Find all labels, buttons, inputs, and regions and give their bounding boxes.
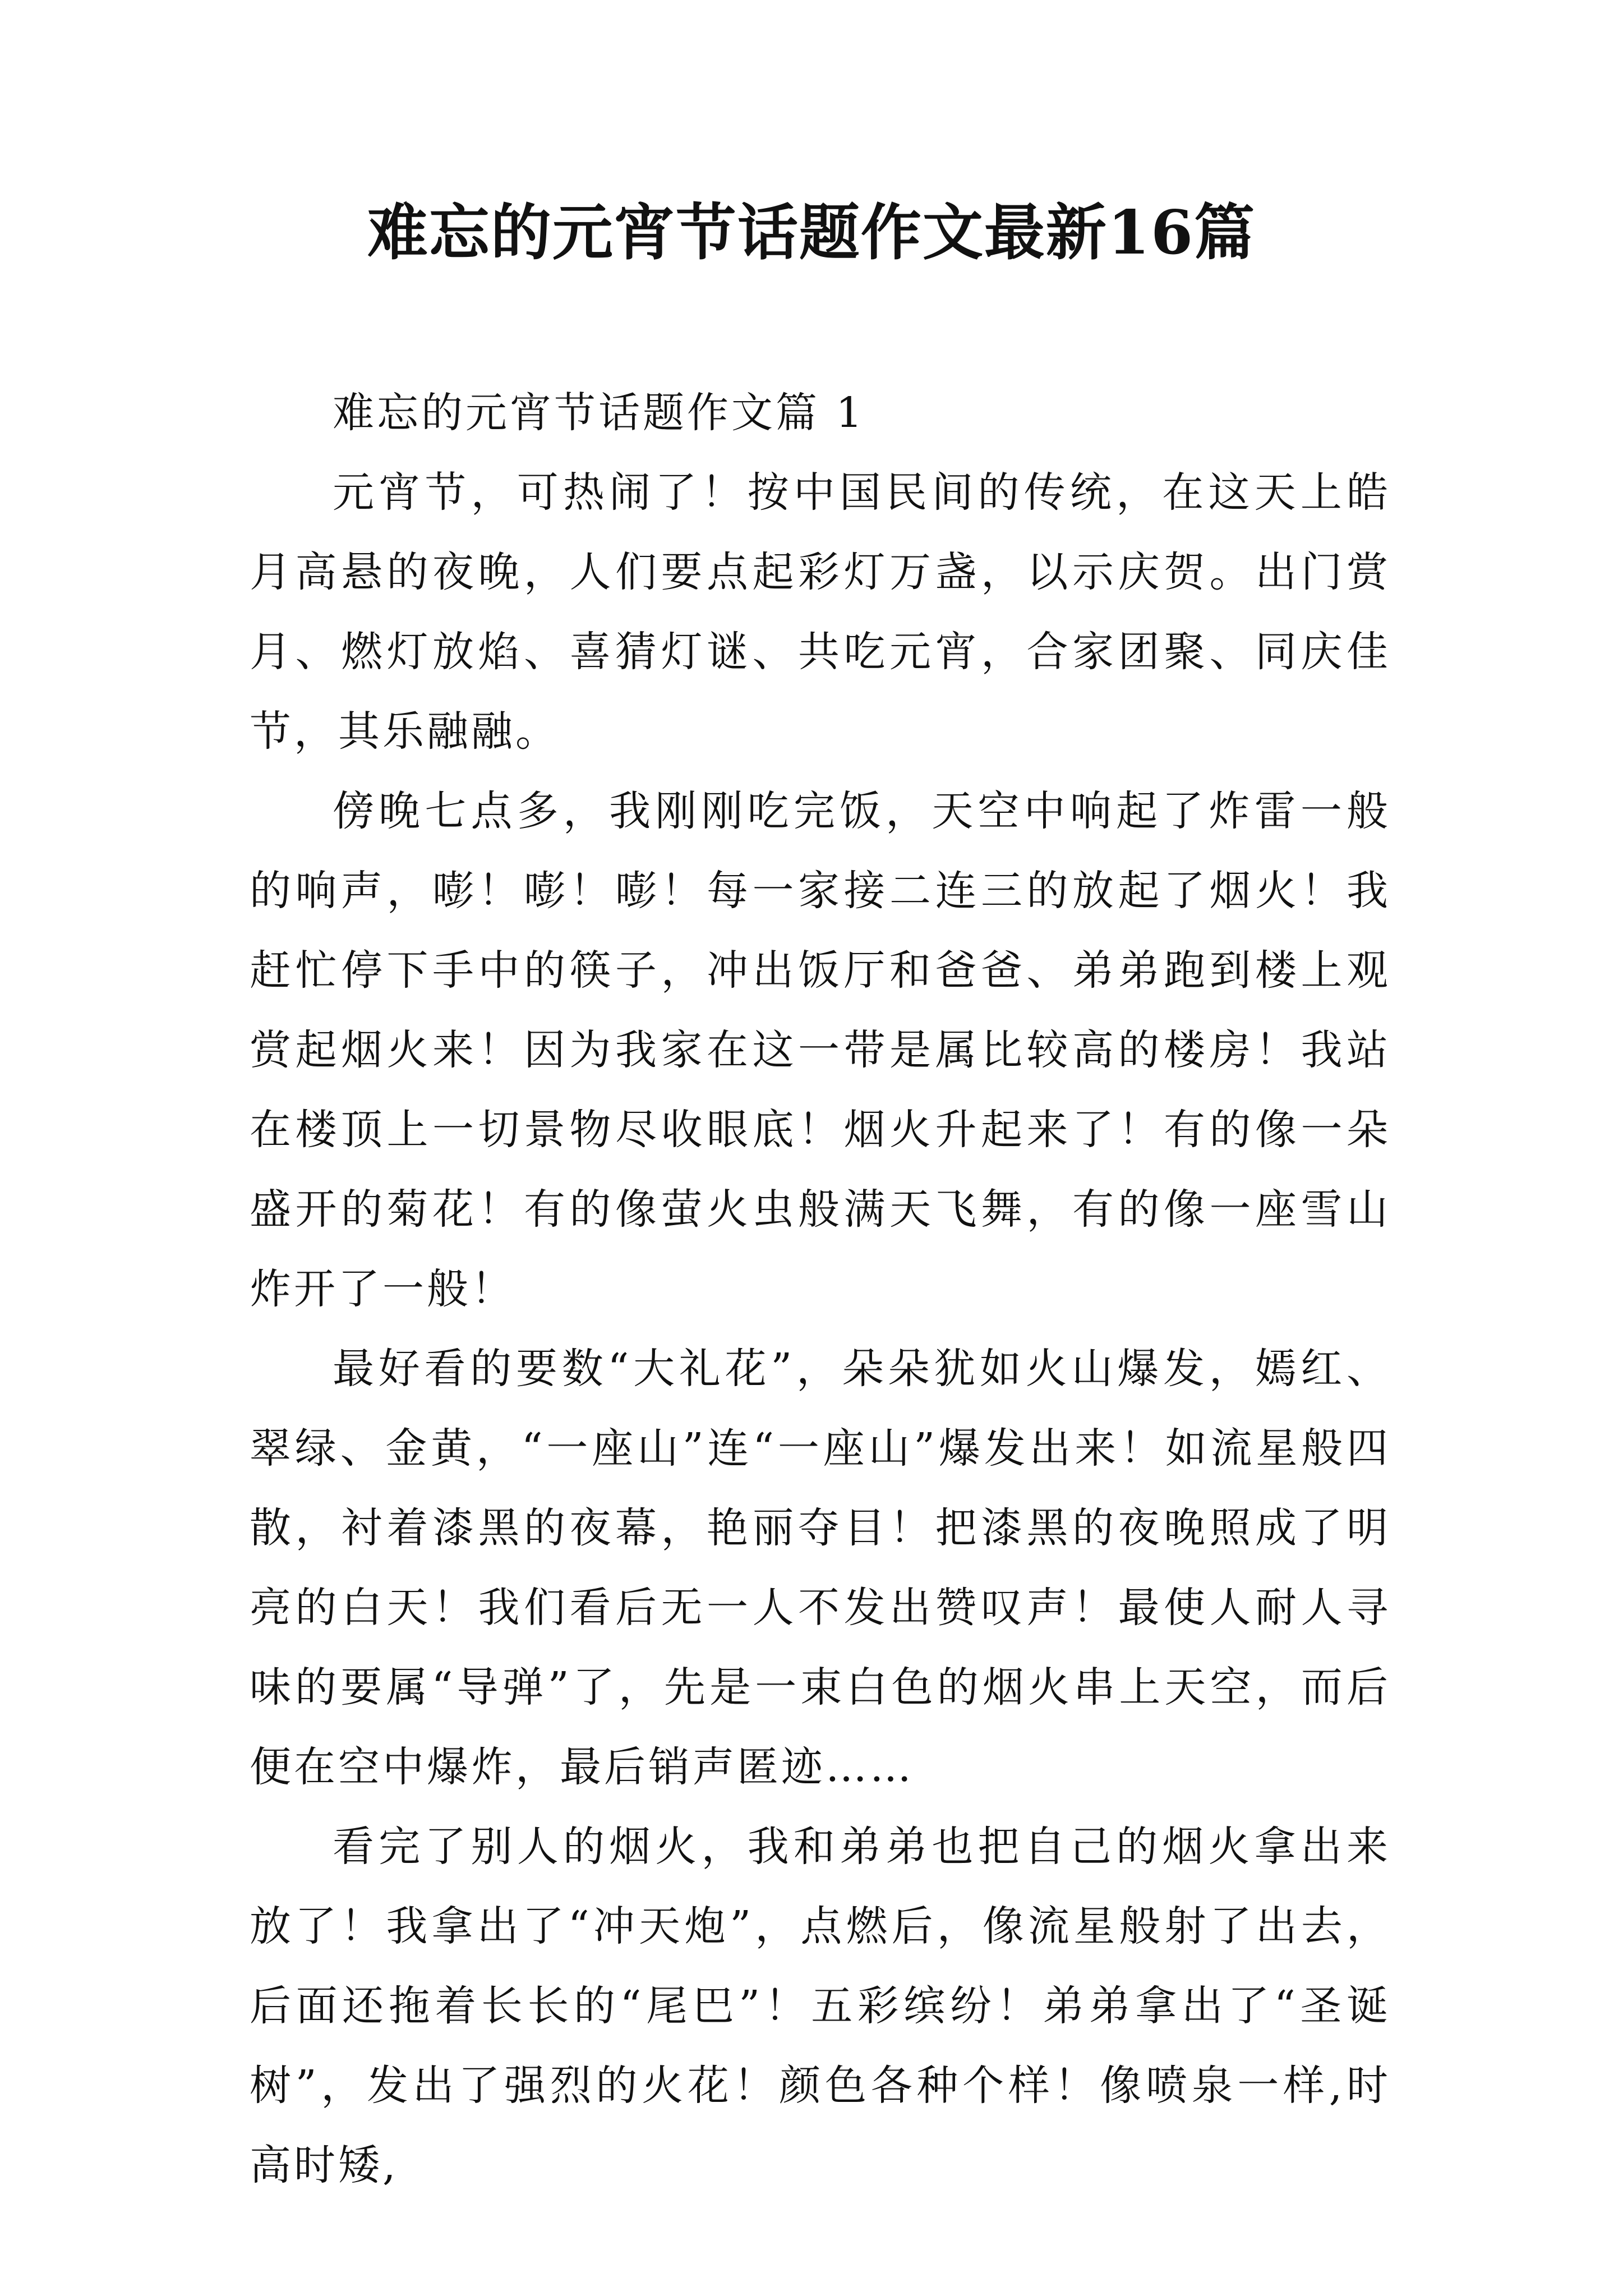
paragraph-3: 最好看的要数“大礼花”，朵朵犹如火山爆发，嫣红、翠绿、金黄，“一座山”连“一座山”爆发出来！如流星般四散，衬着漆黑的夜幕，艳丽夺目！把漆黑的夜晚照成了明亮的白天！我们看后无一人不发出赞叹声！最使人耐人寻味的要属“导弹”了，先是一束白色的烟火串上天空，而后便在空中爆炸，最后销声匿迹…… bbox=[250, 1345, 1391, 1791]
document-body bbox=[250, 373, 1391, 2205]
document-title: 难忘的元宵节话题作文最新16篇 bbox=[367, 197, 1256, 268]
paragraph-1: 元宵节，可热闹了！按中国民间的传统，在这天上皓月高悬的夜晚，人们要点起彩灯万盏，以示庆贺。出门赏月、燃灯放焰、喜猜灯谜、共吃元宵，合家团聚、同庆佳节，其乐融融。 bbox=[250, 468, 1391, 756]
section-heading: 难忘的元宵节话题作文篇 1 bbox=[333, 389, 865, 437]
paragraph-4: 看完了别人的烟火，我和弟弟也把自己的烟火拿出来放了！我拿出了“冲天炮”，点燃后，像流星般射了出去，后面还拖着长长的“尾巴”！五彩缤纷！弟弟拿出了“圣诞树”，发出了强烈的火花！颜色各种个样！像喷泉一样,时高时矮, bbox=[250, 1823, 1391, 2189]
paragraph-2: 傍晚七点多，我刚刚吃完饭，天空中响起了炸雷一般的响声，嘭！嘭！嘭！每一家接二连三的放起了烟火！我赶忙停下手中的筷子，冲出饭厅和爸爸、弟弟跑到楼上观赏起烟火来！因为我家在这一带是属比较高的楼房！我站在楼顶上一切景物尽收眼底！烟火升起来了！有的像一朵盛开的菊花！有的像萤火虫般满天飞舞，有的像一座雪山炸开了一般！ bbox=[250, 787, 1391, 1313]
